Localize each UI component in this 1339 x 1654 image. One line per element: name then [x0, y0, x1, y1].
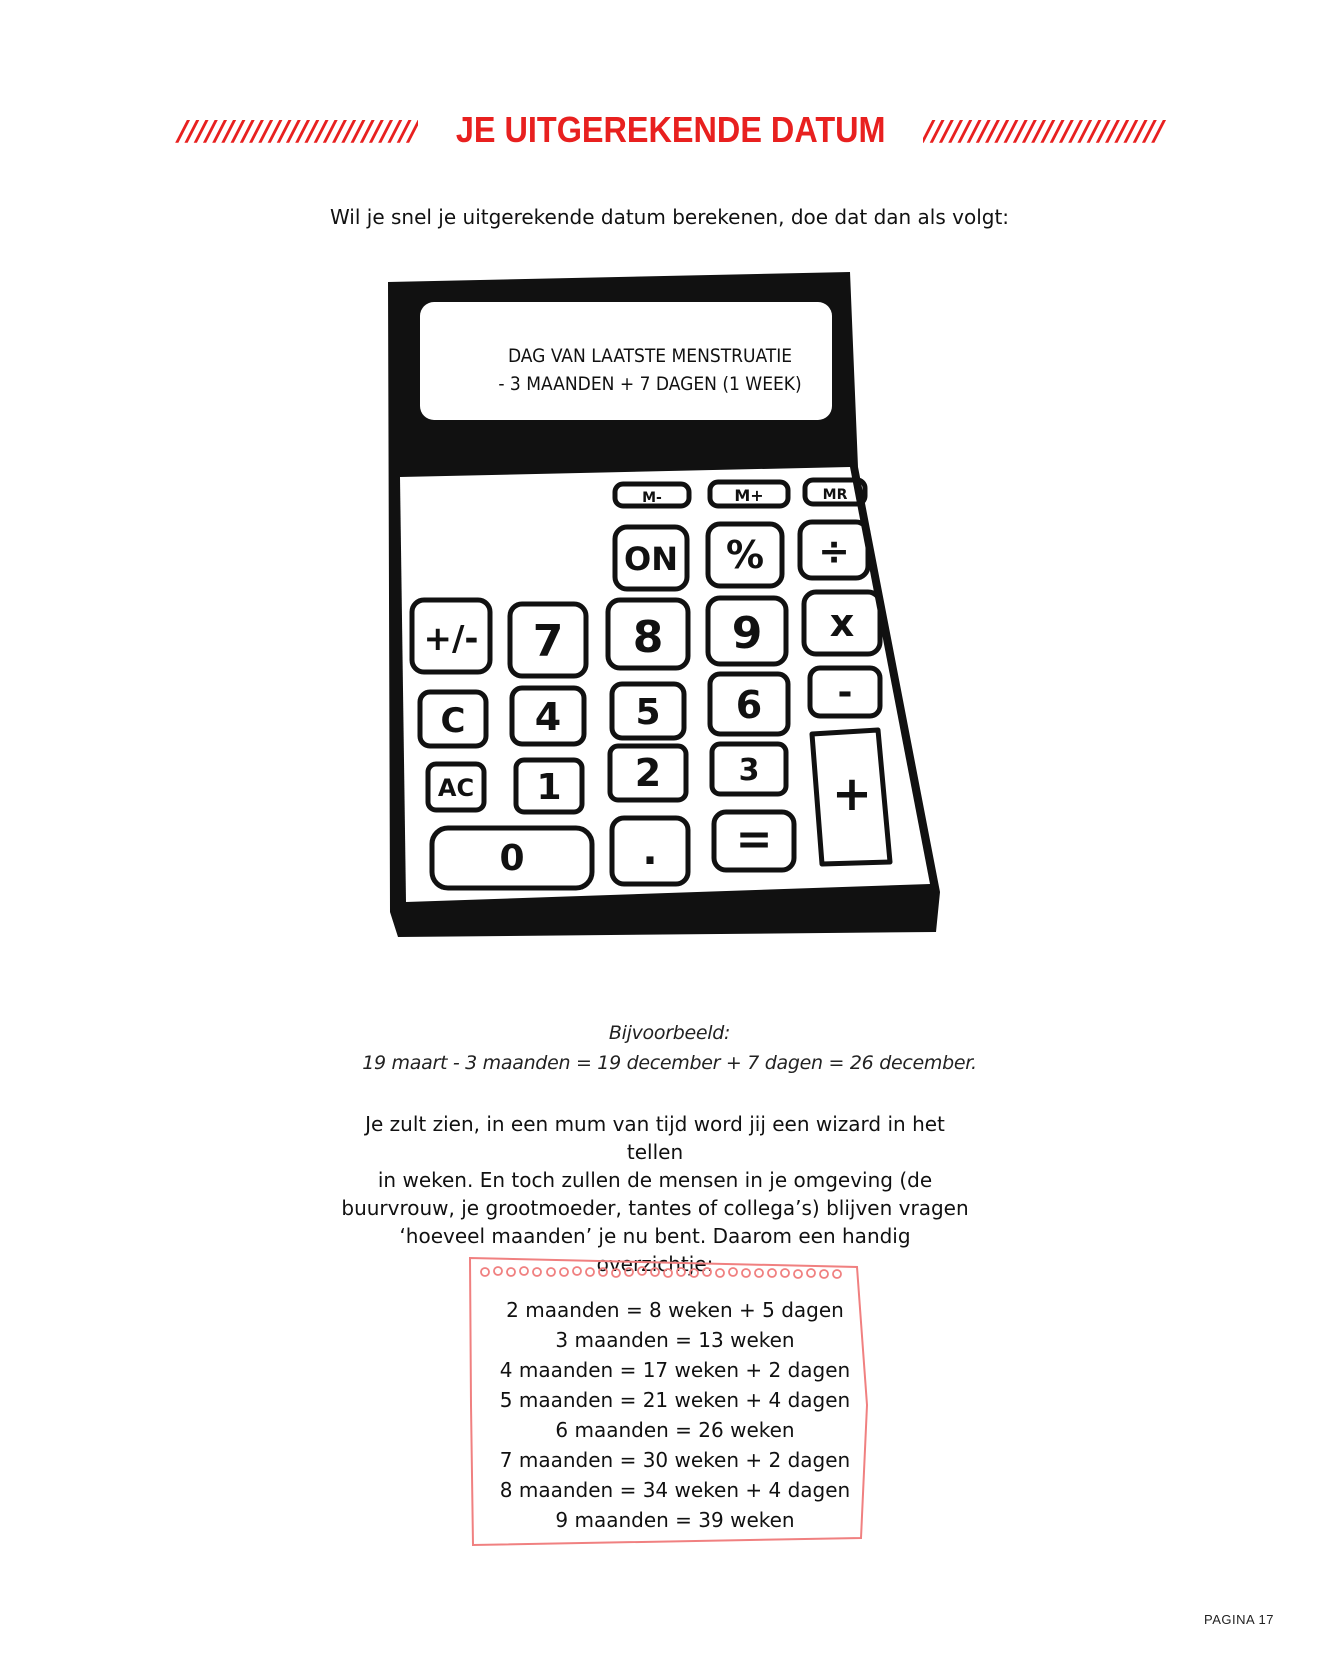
explanation-paragraph [340, 1110, 970, 1278]
key-mr-label: MR [822, 487, 848, 503]
key-on-label: ON [624, 540, 678, 578]
screen-line-2: - 3 MAANDEN + 7 DAGEN (1 WEEK) [498, 373, 802, 395]
overview-item: 7 maanden = 30 weken + 2 dagen [499, 1448, 851, 1472]
key-nine-label: 9 [731, 608, 763, 659]
key-m-minus-label: M- [642, 490, 662, 506]
page-title: JE UITGEREKENDE DATUM [455, 109, 886, 150]
overview-item: 8 maanden = 34 weken + 4 dagen [499, 1478, 851, 1502]
key-six-label: 6 [735, 683, 763, 727]
key-five-label: 5 [635, 692, 661, 733]
key-dot-label: . [642, 828, 658, 874]
intro-text: Wil je snel je uitgerekende datum berekenen, doe dat dan als volgt: [329, 205, 1010, 229]
key-ac-label: AC [437, 774, 475, 802]
key-divide-label: ÷ [818, 529, 850, 573]
key-multiply-label: x [829, 601, 855, 645]
key-plusminus-label: +/- [423, 619, 479, 659]
paragraph-line: in weken. En toch zullen de mensen in je omgeving (de [377, 1168, 933, 1192]
page-number: PAGINA 17 [1203, 1612, 1274, 1627]
overview-item: 5 maanden = 21 weken + 4 dagen [499, 1388, 851, 1412]
example-block [0, 1018, 1339, 1078]
example-text: 19 maart - 3 maanden = 19 december + 7 dagen = 26 december. [362, 1052, 977, 1074]
calculator-screen-text [440, 342, 860, 398]
key-eight-label: 8 [632, 612, 664, 663]
key-four-label: 4 [534, 695, 562, 739]
key-c-label: C [440, 701, 466, 741]
page-header [88, 108, 1253, 152]
key-zero-label: 0 [499, 838, 525, 879]
key-percent-label: % [725, 533, 765, 577]
key-plus-label: + [831, 766, 873, 822]
header-slashes-right: ////////////////////////// [923, 113, 1164, 147]
overview-item: 2 maanden = 8 weken + 5 dagen [506, 1298, 844, 1322]
overview-item: 3 maanden = 13 weken [555, 1328, 795, 1352]
header-slashes-left: ////////////////////////// [177, 113, 418, 147]
key-seven-label: 7 [532, 616, 564, 667]
overview-item: 9 maanden = 39 weken [555, 1508, 795, 1532]
key-two-label: 2 [634, 751, 662, 795]
paragraph-line: ‘hoeveel maanden’ je nu bent. Daarom een handig overzichtje: [399, 1224, 911, 1276]
overview-item: 4 maanden = 17 weken + 2 dagen [499, 1358, 851, 1382]
overview-note [465, 1255, 885, 1550]
key-m-plus-label: M+ [734, 486, 764, 505]
paragraph-line: buurvrouw, je grootmoeder, tantes of collega’s) blijven vragen [341, 1196, 969, 1220]
paragraph-line: Je zult zien, in een mum van tijd word jij een wizard in het tellen [365, 1112, 945, 1164]
key-one-label: 1 [536, 767, 562, 808]
key-equals-label: = [735, 814, 773, 865]
overview-item: 6 maanden = 26 weken [555, 1418, 795, 1442]
key-three-label: 3 [738, 753, 760, 788]
example-label: Bijvoorbeeld: [608, 1022, 731, 1044]
overview-list [465, 1295, 885, 1535]
key-minus-label: - [837, 672, 853, 713]
screen-line-1: DAG VAN LAATSTE MENSTRUATIE [507, 345, 793, 367]
note-spiral-holes [481, 1267, 841, 1278]
